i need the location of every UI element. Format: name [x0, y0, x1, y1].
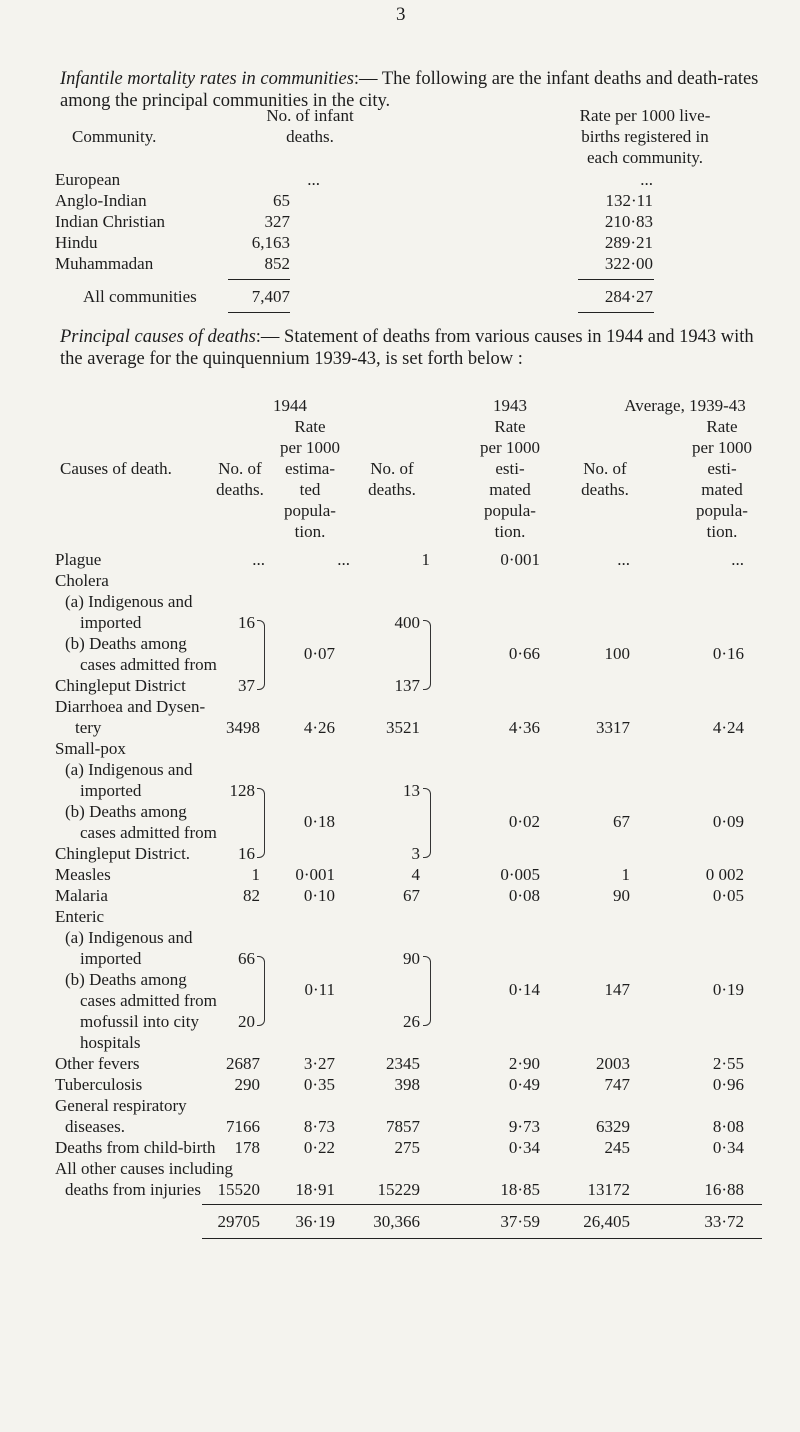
page-number: 3: [396, 4, 406, 25]
deaths-avg: 747: [604, 1075, 630, 1094]
deaths-avg: 100: [604, 644, 630, 663]
rate-1943: 0·14: [508, 980, 540, 999]
rule-line: [228, 312, 290, 313]
header-causes: Causes of death.: [60, 459, 172, 478]
cholera-sub-b: Chingleput District: [55, 676, 186, 695]
enteric-sub-b: hospitals: [80, 1033, 141, 1052]
enteric-sub-b: cases admitted from: [80, 991, 217, 1010]
deaths-1943: 15229: [377, 1180, 420, 1199]
enteric-sub-a: imported: [80, 949, 142, 968]
rate-1943: 2·90: [508, 1054, 540, 1073]
rate-1943: 9·73: [508, 1117, 540, 1136]
deaths-avg: ...: [617, 550, 630, 569]
deaths-1943: 1: [421, 550, 430, 569]
rate-avg: 8·08: [712, 1117, 744, 1136]
infant-intro-title: Infantile mortality rates in communities: [60, 69, 354, 89]
rate-1943: 0·001: [500, 550, 540, 569]
rate-1944: 0·11: [304, 980, 335, 999]
cause-label-plague: Plague: [55, 550, 102, 569]
rate-avg: 0·05: [712, 886, 744, 905]
deaths-1943: 4: [411, 865, 420, 884]
total-deaths-avg: 26,405: [583, 1212, 630, 1231]
causes-intro: [60, 326, 760, 370]
cholera-sub-a: (a) Indigenous and: [65, 592, 193, 611]
cholera-sub-a: imported: [80, 613, 142, 632]
deaths-1943: 400: [394, 613, 420, 632]
deaths-1943: 67: [403, 886, 420, 905]
deaths-1943: 2345: [386, 1054, 420, 1073]
smallpox-sub-b: cases admitted from: [80, 823, 217, 842]
deaths-1944: 82: [243, 886, 260, 905]
deaths-avg: 1: [621, 865, 630, 884]
causes-intro-text: :— Statement of deaths from various causes in 1944 and 1943 with the average for the quinquennium 1939-43, is set forth below :: [60, 327, 754, 369]
deaths-1944: 3498: [226, 718, 260, 737]
infant-intro-text: :— The following are the infant deaths and death-rates among the principal communities in the city.: [60, 69, 759, 111]
deaths-1944: 15520: [217, 1180, 260, 1199]
rate-avg: 16·88: [704, 1180, 744, 1199]
header-rate-avg: tion.: [706, 522, 738, 541]
cause-label-childbirth: Deaths from child-birth: [55, 1138, 216, 1157]
deaths-1944: 16: [238, 844, 255, 863]
rate-1943: 0·02: [508, 812, 540, 831]
cause-label-other-fevers: Other fevers: [55, 1054, 140, 1073]
community-deaths: 6,163: [251, 233, 290, 252]
deaths-avg: 13172: [587, 1180, 630, 1199]
total-rate-1944: 36·19: [295, 1212, 335, 1231]
header-rate-1943: mated: [489, 480, 531, 499]
deaths-avg: 147: [604, 980, 630, 999]
header-rate-1943: popula-: [484, 501, 536, 520]
header-rate-1944: estima-: [284, 459, 336, 478]
deaths-1944: 7166: [226, 1117, 260, 1136]
rate-1944: 0·22: [303, 1138, 335, 1157]
header-rate-1944: ted: [299, 480, 321, 499]
header-rate-avg: mated: [701, 480, 743, 499]
community-name: European: [55, 170, 121, 189]
rate-1944: 0·18: [303, 812, 335, 831]
deaths-1944: 66: [238, 949, 255, 968]
smallpox-sub-a: (a) Indigenous and: [65, 760, 193, 779]
header-rate-1943: tion.: [494, 522, 526, 541]
header-community: Community.: [72, 127, 157, 146]
rule-line: [578, 279, 654, 280]
header-rate-1944: popula-: [284, 501, 336, 520]
community-rate: 132·11: [605, 191, 653, 210]
cause-label-respiratory: General respiratory: [55, 1096, 187, 1115]
cause-label-malaria: Malaria: [55, 886, 108, 905]
header-rate-avg: popula-: [696, 501, 748, 520]
causes-intro-title: Principal causes of deaths: [60, 327, 256, 347]
deaths-1944: 1: [251, 865, 260, 884]
header-year-1943: 1943: [493, 396, 527, 415]
deaths-1943: 398: [394, 1075, 420, 1094]
cause-label-tuberculosis: Tuberculosis: [55, 1075, 143, 1094]
community-name: Hindu: [55, 233, 98, 252]
rate-avg: ...: [731, 550, 744, 569]
rate-1944: 0·10: [303, 886, 335, 905]
rate-1943: 0·08: [508, 886, 540, 905]
community-name: Muhammadan: [55, 254, 154, 273]
header-deaths-1944: No. of: [218, 459, 262, 478]
header-rate-1943: Rate: [494, 417, 526, 436]
brace: [423, 788, 431, 858]
deaths-1943: 3521: [386, 718, 420, 737]
rate-1944: ...: [337, 550, 350, 569]
rate-avg: 0·16: [712, 644, 744, 663]
deaths-1944: 290: [234, 1075, 260, 1094]
rate-1944: 0·07: [303, 644, 335, 663]
deaths-1943: 13: [403, 781, 420, 800]
cause-label-smallpox: Small-pox: [55, 739, 126, 758]
community-rate: 289·21: [604, 233, 653, 252]
header-rate-1944: Rate: [294, 417, 326, 436]
rule-line: [228, 279, 290, 280]
cause-label-other-causes: All other causes including: [55, 1159, 233, 1178]
deaths-1943: 90: [403, 949, 420, 968]
rate-avg: 0·09: [712, 812, 744, 831]
rate-avg: 0·19: [712, 980, 744, 999]
deaths-1943: 26: [403, 1012, 420, 1031]
header-average: Average, 1939-43: [624, 396, 746, 415]
enteric-sub-b: (b) Deaths among: [65, 970, 187, 989]
community-name: Anglo-Indian: [55, 191, 147, 210]
smallpox-sub-a: imported: [80, 781, 142, 800]
community-deaths: 327: [264, 212, 290, 231]
header-rate-1944: tion.: [294, 522, 326, 541]
deaths-avg: 90: [613, 886, 630, 905]
rate-1943: 4·36: [508, 718, 540, 737]
header-rate-2: births registered in: [581, 127, 709, 146]
header-deaths-avg: No. of: [583, 459, 627, 478]
deaths-avg: 67: [613, 812, 630, 831]
smallpox-sub-b: (b) Deaths among: [65, 802, 187, 821]
rate-avg: 0·96: [712, 1075, 744, 1094]
deaths-1944: ...: [252, 550, 265, 569]
deaths-1943: 3: [411, 844, 420, 863]
brace: [257, 620, 265, 690]
header-infant-deaths-2: deaths.: [286, 127, 334, 146]
community-rate: 210·83: [604, 212, 653, 231]
deaths-avg: 6329: [596, 1117, 630, 1136]
smallpox-sub-b: Chingleput District.: [55, 844, 191, 863]
rate-avg: 0 002: [705, 865, 744, 884]
header-rate-1943: esti-: [495, 459, 525, 478]
brace: [257, 788, 265, 858]
enteric-sub-b: mofussil into city: [80, 1012, 199, 1031]
rate-1944: 0·001: [295, 865, 335, 884]
header-rate-3: each community.: [587, 148, 703, 167]
cause-label-other-causes: deaths from injuries: [65, 1180, 201, 1199]
rate-1944: 3·27: [303, 1054, 335, 1073]
brace: [423, 620, 431, 690]
enteric-sub-a: (a) Indigenous and: [65, 928, 193, 947]
header-infant-deaths-1: No. of infant: [266, 106, 354, 125]
total-deaths-1944: 29705: [217, 1212, 260, 1231]
rate-avg: 4·24: [712, 718, 744, 737]
deaths-1944: 37: [238, 676, 255, 695]
deaths-1943: 275: [394, 1138, 420, 1157]
rate-1944: 8·73: [303, 1117, 335, 1136]
header-rate-avg: per 1000: [692, 438, 752, 457]
rule-line: [202, 1204, 762, 1205]
rate-1943: 0·005: [500, 865, 540, 884]
total-label: All communities: [83, 287, 197, 306]
total-deaths-1943: 30,366: [373, 1212, 420, 1231]
deaths-1943: 137: [394, 676, 420, 695]
rate-1943: 0·34: [508, 1138, 540, 1157]
brace: [423, 956, 431, 1026]
header-deaths-avg: deaths.: [581, 480, 629, 499]
rate-1944: 18·91: [295, 1180, 335, 1199]
rule-line: [578, 312, 654, 313]
rate-1943: 0·49: [508, 1075, 540, 1094]
header-rate-1: Rate per 1000 live-: [579, 106, 711, 125]
total-infant-deaths: 7,407: [251, 287, 290, 306]
community-deaths: 852: [264, 254, 290, 273]
header-rate-avg: Rate: [706, 417, 738, 436]
deaths-avg: 3317: [596, 718, 630, 737]
deaths-1944: 16: [238, 613, 255, 632]
total-infant-rate: 284·27: [604, 287, 653, 306]
rate-avg: 0·34: [712, 1138, 744, 1157]
header-rate-1943: per 1000: [480, 438, 540, 457]
cause-label-cholera: Cholera: [55, 571, 109, 590]
community-deaths: ...: [307, 170, 320, 189]
cause-label-respiratory: diseases.: [65, 1117, 125, 1136]
deaths-1944: 128: [229, 781, 255, 800]
community-rate: 322·00: [604, 254, 653, 273]
cholera-sub-b: (b) Deaths among: [65, 634, 187, 653]
deaths-1944: 20: [238, 1012, 255, 1031]
header-rate-avg: esti-: [707, 459, 737, 478]
header-deaths-1943: No. of: [370, 459, 414, 478]
cause-label-enteric: Enteric: [55, 907, 105, 926]
header-deaths-1944: deaths.: [216, 480, 264, 499]
cause-label-measles: Measles: [55, 865, 111, 884]
header-year-1944: 1944: [273, 396, 307, 415]
total-rate-1943: 37·59: [500, 1212, 540, 1231]
deaths-avg: 245: [604, 1138, 630, 1157]
rule-line: [202, 1238, 762, 1239]
cholera-sub-b: cases admitted from: [80, 655, 217, 674]
rate-1943: 0·66: [508, 644, 540, 663]
community-rate: ...: [640, 170, 653, 189]
header-deaths-1943: deaths.: [368, 480, 416, 499]
deaths-1944: 178: [234, 1138, 260, 1157]
header-rate-1944: per 1000: [280, 438, 340, 457]
brace: [257, 956, 265, 1026]
deaths-1943: 7857: [386, 1117, 420, 1136]
community-name: Indian Christian: [55, 212, 166, 231]
cause-label-diarrhoea: tery: [75, 718, 102, 737]
rate-1943: 18·85: [500, 1180, 540, 1199]
cause-label-diarrhoea: Diarrhoea and Dysen-: [55, 697, 206, 716]
community-deaths: 65: [273, 191, 290, 210]
rate-avg: 2·55: [712, 1054, 744, 1073]
deaths-avg: 2003: [596, 1054, 630, 1073]
rate-1944: 4·26: [303, 718, 335, 737]
total-rate-avg: 33·72: [704, 1212, 744, 1231]
rate-1944: 0·35: [303, 1075, 335, 1094]
deaths-1944: 2687: [226, 1054, 260, 1073]
